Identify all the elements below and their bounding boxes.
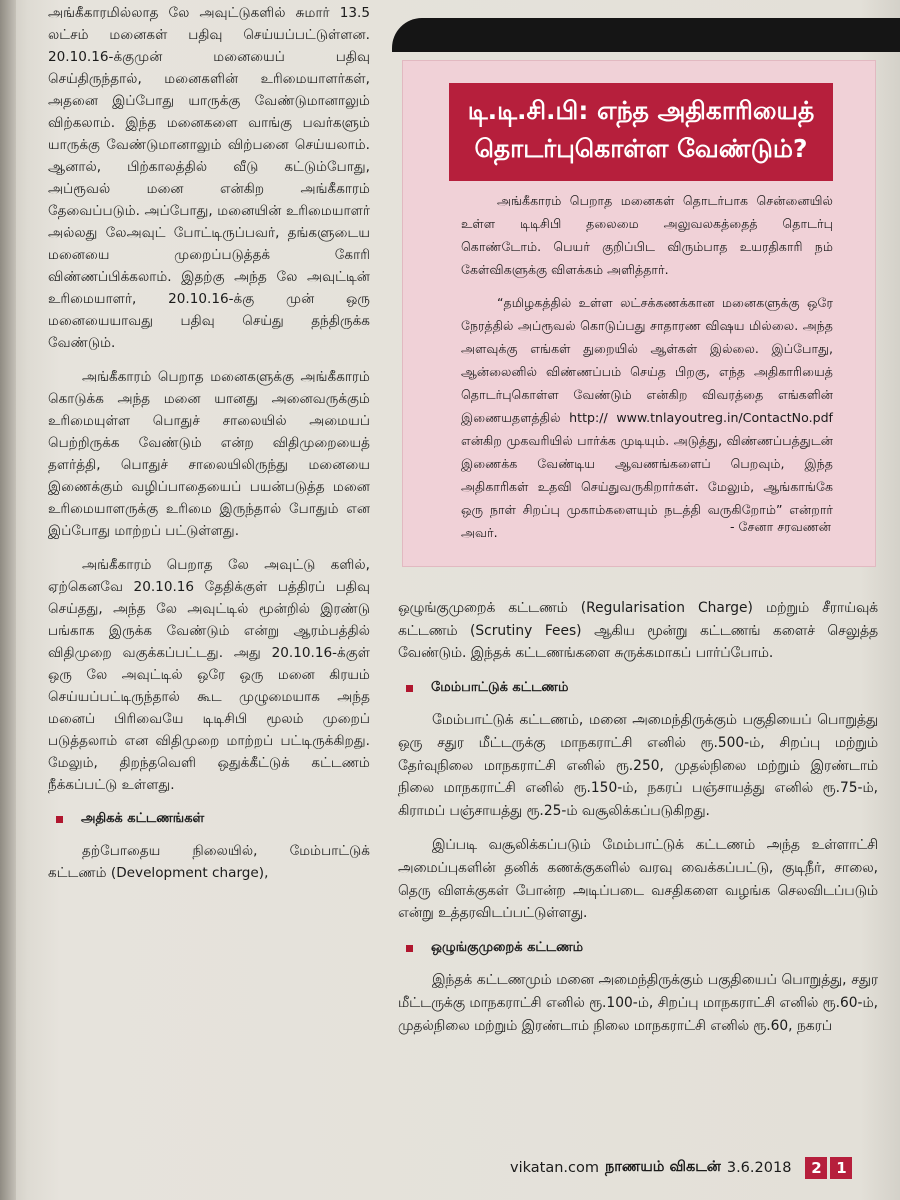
page-number-digit-1: 2: [805, 1157, 827, 1179]
right-paragraph-2: மேம்பாட்டுக் கட்டணம், மனை அமைந்திருக்கும் பகுதியைப் பொறுத்து ஒரு சதுர மீட்டருக்கு மாநகராட்சி எனில் ரூ.500-ம், சிறப்பு மற்றும் தேர்வுநிலை மாநகராட்சி எனில் ரூ.250, முதல்நிலை மற்றும் இரண்டாம் நிலை மாநகராட்சி எனில் ரூ.150-ம், நகரப் பஞ்சாயத்து எனில் ரூ.75-ம், கிராமப் பஞ்சாயத்து ரூ.25-ம் வசூலிக்கப்படுகிறது.: [398, 712, 878, 819]
right-paragraph-1: ஒழுங்குமுறைக் கட்டணம் (Regularisation Charge) மற்றும் சீராய்வுக் கட்டணம் (Scrutiny Fees) ஆகிய மூன்று கட்டணங் களைச் செலுத்த வேண்டும். இந்தக் கட்டணங்களை சுருக்கமாகப் பார்ப்போம்.: [398, 600, 878, 662]
left-subhead-text: அதிகக் கட்டணங்கள்: [81, 811, 205, 826]
right-subhead-1-text: மேம்பாட்டுக் கட்டணம்: [431, 679, 569, 695]
page-spine-shadow: [0, 0, 16, 1200]
box-title: [449, 83, 833, 181]
right-paragraph-4: இந்தக் கட்டணமும் மனை அமைந்திருக்கும் பகுதியைப் பொறுத்து, சதுர மீட்டருக்கு மாநகராட்சி எனில் ரூ.100-ம், சிறப்பு மாநகராட்சி எனில் ரூ.60-ம், முதல்நிலை மற்றும் இரண்டாம் நிலை மாநகராட்சி எனில் ரூ.60, நகரப்: [398, 972, 878, 1034]
right-subhead-2: [406, 937, 878, 960]
footer-date: 3.6.2018: [726, 1160, 792, 1176]
box-quote: “தமிழகத்தில் உள்ள லட்சக்கணக்கான மனைகளுக்கு ஒரே நேரத்தில் அப்ரூவல் கொடுப்பது சாதாரண விஷய மில்லை. அந்த அளவுக்கு எங்கள் துறையில் ஆள்கள் இல்லை. இப்போது, ஆன்லைனில் விண்ணப்பம் செய்த பிறகு, எந்த அதிகாரியைத் தொடர்புகொள்ள வேண்டும் என்கிற விவரத்தை எங்களின் இணையதளத்தில் http:// www.tnlayoutreg.in/ContactNo.pdf என்கிற முகவரியில் பார்க்க முடியும். அடுத்து, விண்ணப்பத்துடன் இணைக்க வேண்டிய ஆவணங்களைப் பெறவும், இந்த அதிகாரிகள் உதவி செய்துவருகிறார்கள். மேலும், ஆங்காங்கே ஒரு நாள் சிறப்பு முகாம்களையும் நடத்தி வருகிறோம்” என்றார் அவர்.: [461, 295, 833, 540]
right-subhead-2-text: ஒழுங்குமுறைக் கட்டணம்: [431, 939, 584, 955]
footer-magazine: நாணயம் விகடன்: [604, 1159, 721, 1175]
box-title-line-2: தொடர்புகொள்ள வேண்டும்?: [474, 134, 808, 163]
left-subhead: [56, 808, 370, 830]
right-paragraph-3: இப்படி வசூலிக்கப்படும் மேம்பாட்டுக் கட்டணம் அந்த உள்ளாட்சி அமைப்புகளின் தனிக் கணக்குகளில் வரவு வைக்கப்பட்டு, குடிநீர், சாலை, தெரு விளக்குகள் போன்ற அடிப்படை வசதிகளை வழங்க செலவிடப்படும் என்று உத்தரவிடப்பட்டுள்ளது.: [398, 837, 878, 922]
left-paragraph-1: அங்கீகாரமில்லாத லே அவுட்டுகளில் சுமார் 13.5 லட்சம் மனைகள் பதிவு செய்யப்பட்டுள்ளன. 20.10.16-க்குமுன் மனையைப் பதிவு செய்திருந்தால், மனைகளின் உரிமையாளர்கள், அதனை இப்போது யாருக்கு வேண்டுமானாலும் விற்கலாம். இந்த மனைகளை வாங்கு பவர்களும் யாருக்கு வேண்டுமானாலும் விற்பனை செய்யலாம். ஆனால், பிற்காலத்தில் வீடு கட்டும்போது, அப்ரூவல் மனை என்கிற அங்கீகாரம் தேவைப்படும். அப்போது, மனையின் உரிமையாளர் அல்லது லேஅவுட் போட்டிருப்பவர், தங்களுடைய மனையை முறைப்படுத்தக் கோரி விண்ணப்பிக்கலாம். இதற்கு அந்த லே அவுட்டின் உரிமையாளர், 20.10.16-க்கு முன் ஒரு மனையையாவது பதிவு செய்து தந்திருக்க வேண்டும்.: [48, 5, 370, 351]
red-square-bullet-icon: [406, 685, 413, 692]
left-paragraph-3: அங்கீகாரம் பெறாத லே அவுட்டு களில், ஏற்கெனவே 20.10.16 தேதிக்குள் பத்திரப் பதிவு செய்தது, அந்த லே அவுட்டில் மூன்றில் இரண்டு பங்காக இருக்க வேண்டும் என்று ஆரம்பத்தில் விதிமுறை வகுக்கப்பட்டது. அது 20.10.16-க்குள் ஒரு லே அவுட்டில் ஒரே ஒரு மனை கிரயம் செய்யப்பட்டிருந்தால் கூட முழுமையாக அந்த மனைப் பிரிவையே டிடிசிபி மூலம் முறைப் படுத்தலாம் என விதிமுறை மாற்றப் பட்டிருக்கிறது. மேலும், திறந்தவெளி ஒதுக்கீட்டுக் கட்டணம் நீக்கப்பட்டு உள்ளது.: [48, 557, 370, 793]
footer-site: vikatan.com: [510, 1160, 599, 1176]
right-column: [398, 597, 878, 1049]
left-paragraph-4: தற்போதைய நிலையில், மேம்பாட்டுக் கட்டணம் (Development charge),: [48, 843, 370, 881]
header-bar-decoration: [392, 18, 900, 52]
box-author: - சேனா சரவணன்: [729, 519, 831, 534]
left-paragraph-2: அங்கீகாரம் பெறாத மனைகளுக்கு அங்கீகாரம் கொடுக்க அந்த மனை யானது அனைவருக்கும் உரிமையுள்ள பொதுச் சாலையில் அமையப் பெற்றிருக்க வேண்டும் என்ற விதிமுறையைத் தளர்த்தி, பொதுச் சாலையிலிருந்து மனையை இணைக்கும் வழிப்பாதையைப் பயன்படுத்த மனை உரிமையாளருக்கு உரிமை இருந்தால் போதும் என இப்போது மாற்றப் பட்டுள்ளது.: [48, 369, 370, 539]
box-title-line-1: டி.டி.சி.பி: எந்த அதிகாரியைத்: [467, 96, 815, 125]
red-square-bullet-icon: [56, 816, 63, 823]
sidebar-box: [402, 60, 876, 567]
left-column: [48, 2, 370, 896]
red-square-bullet-icon: [406, 945, 413, 952]
box-body: [461, 189, 833, 554]
right-subhead-1: [406, 677, 878, 700]
page-number-digit-2: 1: [830, 1157, 852, 1179]
page-footer: [510, 1157, 852, 1179]
box-intro: அங்கீகாரம் பெறாத மனைகள் தொடர்பாக சென்னையில் உள்ள டிடிசிபி தலைமை அலுவலகத்தைத் தொடர்பு கொண்டோம். பெயர் குறிப்பிட விரும்பாத உயரதிகாரி நம் கேள்விகளுக்கு விளக்கம் அளித்தார்.: [461, 193, 833, 277]
